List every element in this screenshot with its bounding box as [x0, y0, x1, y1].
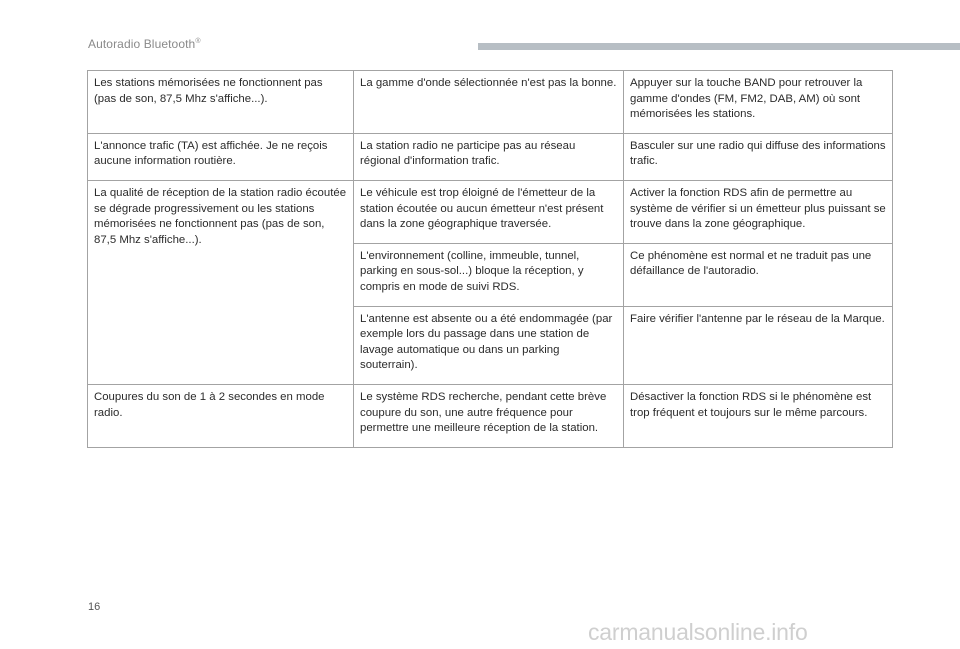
- table-row: [88, 133, 893, 180]
- page-number: 16: [88, 601, 101, 613]
- problem-cell: Les stations mémorisées ne fonctionnent pas (pas de son, 87,5 Mhz s'affiche...).: [88, 71, 354, 134]
- solution-cell: Ce phénomène est normal et ne traduit pas une défaillance de l'autoradio.: [624, 243, 893, 306]
- solution-cell: Désactiver la fonction RDS si le phénomène est trop fréquent et toujours sur le même parcours.: [624, 384, 893, 447]
- cause-cell: Le véhicule est trop éloigné de l'émetteur de la station écoutée ou aucun émetteur n'est présent dans la zone géographique traversée.: [354, 180, 624, 243]
- solution-cell: Basculer sur une radio qui diffuse des informations trafic.: [624, 133, 893, 180]
- cause-cell: Le système RDS recherche, pendant cette brève coupure du son, une autre fréquence pour permettre une meilleure réception de la station.: [354, 384, 624, 447]
- section-title: [88, 37, 201, 51]
- table-row: [88, 71, 893, 134]
- troubleshooting-table: [87, 70, 893, 448]
- cause-cell: La station radio ne participe pas au réseau régional d'information trafic.: [354, 133, 624, 180]
- table-row: [88, 384, 893, 447]
- solution-cell: Faire vérifier l'antenne par le réseau de la Marque.: [624, 306, 893, 384]
- cause-cell: L'antenne est absente ou a été endommagée (par exemple lors du passage dans une station de lavage automatique ou dans un parking souterrain).: [354, 306, 624, 384]
- section-title-text: Autoradio Bluetooth: [88, 37, 196, 51]
- cause-cell: L'environnement (colline, immeuble, tunnel, parking en sous-sol...) bloque la réception, y compris en mode de suivi RDS.: [354, 243, 624, 306]
- registered-mark: ®: [195, 38, 201, 45]
- watermark: carmanualsonline.info: [588, 619, 808, 645]
- problem-cell: La qualité de réception de la station radio écoutée se dégrade progressivement ou les stations mémorisées ne fonctionnent pas (pas de son, 87,5 Mhz s'affiche...).: [88, 180, 354, 384]
- header-accent-bar: [478, 43, 960, 50]
- problem-cell: Coupures du son de 1 à 2 secondes en mode radio.: [88, 384, 354, 447]
- problem-cell: L'annonce trafic (TA) est affichée. Je ne reçois aucune information routière.: [88, 133, 354, 180]
- cause-cell: La gamme d'onde sélectionnée n'est pas la bonne.: [354, 71, 624, 134]
- solution-cell: Appuyer sur la touche BAND pour retrouver la gamme d'ondes (FM, FM2, DAB, AM) où sont mémorisées les stations.: [624, 71, 893, 134]
- solution-cell: Activer la fonction RDS afin de permettre au système de vérifier si un émetteur plus puissant se trouve dans la zone géographique.: [624, 180, 893, 243]
- table-row: [88, 180, 893, 243]
